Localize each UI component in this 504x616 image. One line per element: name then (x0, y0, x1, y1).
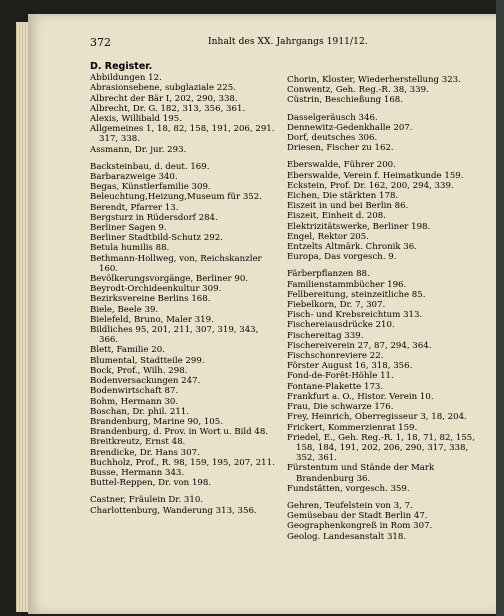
index-entry: Dennewitz-Gedenkhalle 207. (287, 122, 413, 133)
index-entry: Frey, Heinrich, Oberregisseur 3, 18, 204. (287, 412, 467, 423)
index-entry: Brandenburg, Marine 90, 105. (90, 416, 223, 427)
index-entry: Conwentz, Geh. Reg.-R. 38, 339. (287, 85, 429, 96)
index-entry: Albrecht, Dr. G. 182, 313, 356, 361. (90, 103, 246, 114)
index-entry: Dorf, deutsches 306. (287, 133, 378, 144)
index-entry: Dasselgeräusch 346. (287, 112, 378, 123)
index-entry: Eberswalde, Führer 200. (287, 160, 396, 171)
index-entry: Fond-de-Forêt-Höhle 11. (287, 371, 394, 382)
index-entry: Brendicke, Dr. Hans 307. (90, 447, 200, 458)
index-entry: Frau, Die schwarze 176. (287, 402, 394, 413)
index-entry: Charlottenburg, Wanderung 313, 356. (90, 505, 257, 516)
index-entry: Geolog. Landesanstalt 318. (287, 531, 407, 542)
index-entry: Fischschonreviere 22. (287, 351, 384, 362)
index-entry: Gemüsebau der Stadt Berlin 47. (287, 511, 428, 522)
index-entry: Betula humilis 88. (90, 243, 170, 254)
index-group (287, 160, 483, 262)
index-entry: Bevölkerungsvorgänge, Berliner 90. (90, 274, 249, 285)
index-group (287, 113, 483, 154)
index-entry: Fischereiverein 27, 87, 294, 364. (287, 340, 432, 351)
index-entry: Fisch- und Krebsreichtum 313. (287, 310, 423, 321)
index-group (90, 73, 275, 155)
index-entry: Barbarazweige 340. (90, 172, 178, 183)
index-entry: Eiszeit in und bei Berlin 86. (287, 201, 409, 212)
index-entry: Backsteinbau, d. deut. 169. (90, 161, 210, 172)
index-entry: Beleuchtung,Heizung,Museum für 352. (90, 192, 262, 203)
index-entry: Brandenburg, d. Prov. in Wort u. Bild 48. (90, 427, 269, 438)
index-entry: Bergsturz in Rüdersdorf 284. (90, 212, 218, 223)
index-entry: Bildliches 95, 201, 211, 307, 319, 343, 366. (90, 325, 259, 346)
index-entry: Buttel-Reppen, Dr. von 198. (90, 478, 212, 489)
index-entry: Fischereitag 339. (287, 330, 364, 341)
book-spine (496, 0, 504, 616)
index-entry: Fontane-Plakette 173. (287, 381, 384, 392)
index-entry: Assmann, Dr. jur. 293. (90, 144, 187, 155)
index-column-right (287, 75, 483, 549)
index-entry: Blett, Familie 20. (90, 345, 165, 356)
index-entry: Bohm, Hermann 30. (90, 396, 179, 407)
index-entry: Bodenversackungen 247. (90, 376, 201, 387)
index-entry: Eberswalde, Verein f. Heimatkunde 159. (287, 170, 464, 181)
index-entry: Fundstätten, vorgesch. 359. (287, 483, 410, 494)
index-entry: Alexis, Willibald 195. (90, 114, 182, 125)
index-entry: Abrasionsebene, subglaziale 225. (90, 83, 236, 94)
index-entry: Buchholz, Prof., R. 98, 159, 195, 207, 211. (90, 457, 275, 468)
index-group (90, 495, 275, 515)
index-entry: Familienstammbücher 196. (287, 279, 407, 290)
index-column-left (90, 62, 275, 523)
page-header (90, 36, 480, 52)
index-entry: Blumental, Stadtteile 299. (90, 355, 205, 366)
index-entry: Europa, Das vorgesch. 9. (287, 252, 397, 263)
index-entry: Bock, Prof., Wilh. 298. (90, 365, 188, 376)
index-entry: Entzelts Altmärk. Chronik 36. (287, 242, 417, 253)
index-entry: Fiebelkorn, Dr. 7, 307. (287, 300, 386, 311)
index-entry: Biele, Beele 39. (90, 304, 159, 315)
index-entry: Eiszeit, Einheit d. 208. (287, 211, 386, 222)
index-entry: Begas, Künstlerfamilie 309. (90, 182, 211, 193)
index-entry: Berliner Sagen 9. (90, 223, 167, 234)
index-entry: Eichen, Die stärkten 178. (287, 191, 399, 202)
index-entry: Färberpflanzen 88. (287, 269, 370, 280)
index-entry: Cüstrin, Beschießung 168. (287, 95, 403, 106)
page-number: 372 (90, 36, 111, 49)
index-entry: Allgemeines 1, 18, 82, 158, 191, 206, 291. 317, 338. (90, 124, 275, 145)
index-group (287, 269, 483, 493)
index-entry: Albrecht der Bär I, 202, 290, 338. (90, 93, 238, 104)
index-entry: Driesen, Fischer zu 162. (287, 143, 394, 154)
running-title: Inhalt des XX. Jahrgangs 1911/12. (208, 37, 368, 47)
index-entry: Gehren, Teufelstein von 3, 7. (287, 500, 413, 511)
index-entry: Beyrodt-Orchideenkultur 309. (90, 284, 222, 295)
index-entry: Breitkreutz, Ernst 48. (90, 437, 186, 448)
index-entry: Förster August 16, 318, 356. (287, 361, 413, 372)
index-entry: Bezirksvereine Berlins 168. (90, 294, 211, 305)
index-entry: Bodenwirtschaft 87. (90, 386, 179, 397)
index-entry: Fellbereitung, steinzeitliche 85. (287, 289, 426, 300)
index-entry: Fürstentum und Stände der Mark Brandenburg 36. (287, 463, 435, 484)
index-entry: Chorin, Kloster, Wiederherstellung 323. (287, 75, 461, 85)
index-entry: Friedel, E., Geh. Reg.-R. 1, 18, 71, 82, 155, 158, 184, 191, 202, 206, 290, 317, 338, 352, 361. (287, 432, 476, 464)
index-entry: Abbildungen 12. (90, 73, 162, 84)
index-entry: Berliner Stadtbild-Schutz 292. (90, 233, 223, 244)
index-entry: Boschan, Dr. phil. 211. (90, 406, 190, 417)
index-group (90, 162, 275, 489)
index-entry: Castner, Fräulein Dr. 310. (90, 495, 204, 506)
index-entry: Eckstein, Prof. Dr. 162, 200, 294, 339. (287, 180, 454, 191)
index-entry: Frankfurt a. O., Histor. Verein 10. (287, 391, 434, 402)
index-group (287, 501, 483, 542)
index-entry: Bielefeld, Bruno, Maler 319. (90, 314, 214, 325)
index-entry: Bethmann-Hollweg, von, Reichskanzler 160. (90, 253, 262, 274)
index-entry: Engel, Rektor 205. (287, 231, 369, 242)
index-entry: Fischereiausdrücke 210. (287, 320, 395, 331)
index-entry: Elektrizitätswerke, Berliner 198. (287, 221, 431, 232)
index-entry: Busse, Hermann 343. (90, 467, 185, 478)
index-entry: Frickert, Kommerzienrat 159. (287, 422, 418, 433)
section-heading: D. Register. (90, 61, 153, 72)
index-group (287, 75, 483, 106)
index-entry: Geographenkongreß in Rom 307. (287, 521, 433, 532)
index-entry: Berendt, Pfarrer 13. (90, 202, 179, 213)
